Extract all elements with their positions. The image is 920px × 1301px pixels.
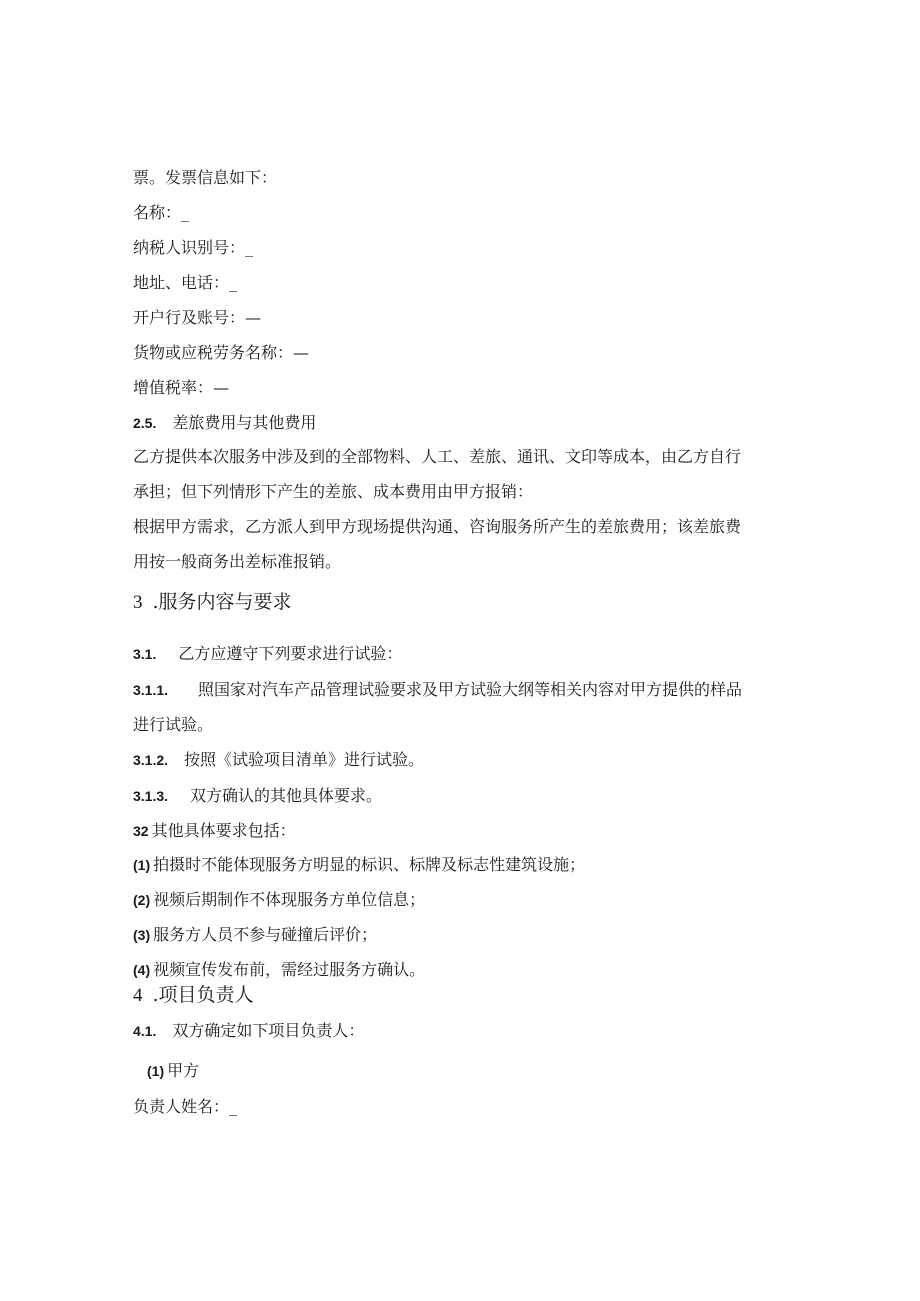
clause-number: 32 (133, 823, 149, 839)
clause-number: 4.1. (133, 1023, 157, 1039)
clause-number: 3.1.1. (133, 682, 169, 698)
list-item-text: 视频宣传发布前，需经过服务方确认。 (153, 960, 426, 979)
paragraph-line: 承担；但下列情形下产生的差旅、成本费用由甲方报销： (133, 482, 534, 501)
list-item (133, 925, 377, 945)
invoice-field-vat-rate: 增值税率：— (133, 378, 230, 397)
section-number: 3 (133, 592, 143, 613)
clause-text: 乙方应遵守下列要求进行试验： (178, 644, 403, 663)
invoice-field-address-phone: 地址、电话：_ (133, 273, 238, 292)
clause-3-1-1 (133, 680, 742, 700)
paragraph-line: 用按一般商务出差标准报销。 (133, 552, 342, 571)
section-title: .项目负责人 (152, 984, 254, 1006)
section-title: .服务内容与要求 (152, 591, 292, 613)
clause-text: 双方确定如下项目负责人： (172, 1021, 365, 1040)
clause-3-1-2 (133, 750, 424, 770)
paragraph-line: 根据甲方需求，乙方派人到甲方现场提供沟通、咨询服务所产生的差旅费用；该差旅费 (133, 517, 742, 536)
list-item-text: 拍摄时不能体现服务方明显的标识、标牌及标志性建筑设施； (153, 855, 586, 874)
invoice-field-name: 名称：_ (133, 203, 190, 222)
list-item (133, 890, 425, 910)
party-label (147, 1061, 199, 1081)
list-item-number: (4) (133, 962, 151, 978)
list-item-number: (1) (147, 1063, 165, 1079)
invoice-intro: 票。发票信息如下： (133, 168, 278, 187)
invoice-field-taxpayer-id: 纳税人识别号：_ (133, 238, 254, 257)
invoice-field-bank-account: 开户行及账号：— (133, 308, 262, 327)
list-item-text: 甲方 (167, 1061, 200, 1080)
clause-number: 3.1.2. (133, 752, 169, 768)
invoice-field-goods-name: 货物或应税劳务名称：— (133, 343, 310, 362)
paragraph-line: 乙方提供本次服务中涉及到的全部物料、人工、差旅、通讯、文印等成本，由乙方自行 (133, 447, 742, 466)
clause-number: 3.1.3. (133, 788, 169, 804)
paragraph-line: 进行试验。 (133, 715, 214, 734)
clause-3-1 (133, 644, 402, 664)
section-number: 2.5. (133, 415, 157, 431)
section-2-5-heading (133, 413, 316, 433)
clause-text: 双方确认的其他具体要求。 (190, 786, 383, 805)
list-item-number: (2) (133, 892, 151, 908)
list-item-text: 服务方人员不参与碰撞后评价； (153, 925, 378, 944)
clause-number: 3.1. (133, 646, 157, 662)
clause-3-1-3 (133, 786, 382, 806)
list-item (133, 855, 585, 875)
clause-text: 其他具体要求包括： (151, 821, 296, 840)
clause-4-1 (133, 1021, 364, 1041)
clause-text: 按照《试验项目清单》进行试验。 (184, 750, 425, 769)
list-item-number: (3) (133, 927, 151, 943)
responsible-person-name-field: 负责人姓名：_ (133, 1097, 238, 1116)
section-4-heading (133, 985, 254, 1006)
section-number: 4 (133, 985, 143, 1006)
clause-3-2 (133, 821, 296, 841)
section-title: 差旅费用与其他费用 (172, 413, 317, 432)
list-item-text: 视频后期制作不体现服务方单位信息； (153, 890, 426, 909)
clause-text: 照国家对汽车产品管理试验要求及甲方试验大纲等相关内容对甲方提供的样品 (198, 680, 743, 699)
section-3-heading (133, 592, 292, 613)
list-item-number: (1) (133, 857, 151, 873)
list-item (133, 960, 425, 980)
